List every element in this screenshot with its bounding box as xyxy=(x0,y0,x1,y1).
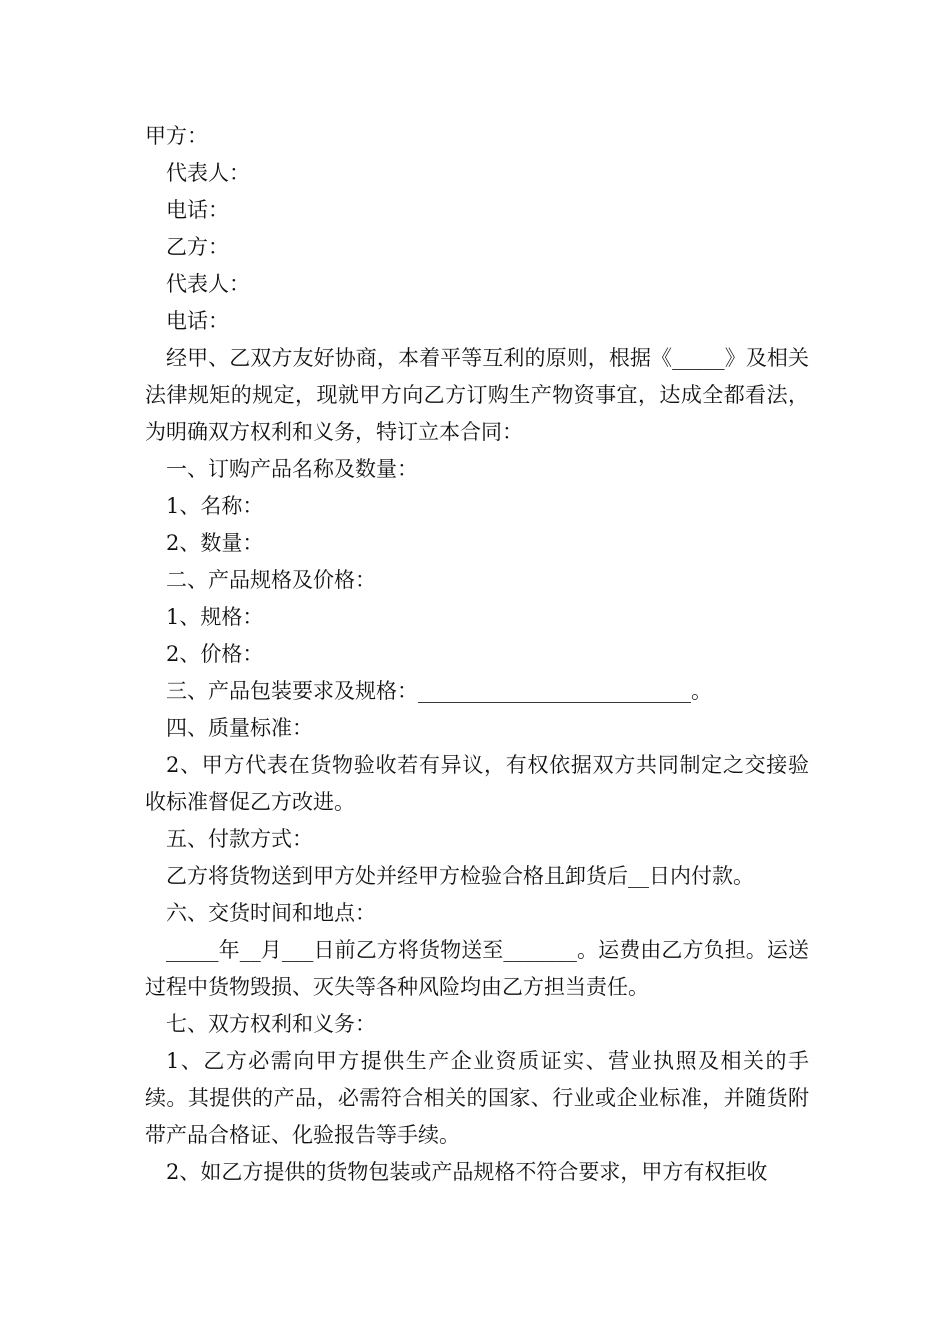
intro-paragraph: 经甲、乙双方友好协商，本着平等互利的原则，根据《_____》及相关法律规矩的规定，现就甲方向乙方订购生产物资事宜，达成全都看法，为明确双方权利和义务，特订立本合同： xyxy=(145,346,809,444)
party-a-phone: 电话： xyxy=(166,198,229,222)
section-3-packaging: 三、产品包装要求及规格：__________________________。 xyxy=(166,679,712,703)
section-6-title: 六、交货时间和地点： xyxy=(166,901,376,925)
section-7-item-1: 1、乙方必需向甲方提供生产企业资质证实、营业执照及相关的手续。其提供的产品，必需符合相关的国家、行业或企业标准，并随货附带产品合格证、化验报告等手续。 xyxy=(145,1049,809,1147)
section-5-title: 五、付款方式： xyxy=(166,827,313,851)
party-b-phone: 电话： xyxy=(166,309,229,333)
section-4-title: 四、质量标准： xyxy=(166,716,313,740)
section-7-title: 七、双方权利和义务： xyxy=(166,1012,376,1036)
section-7-item-2: 2、如乙方提供的货物包装或产品规格不符合要求，甲方有权拒收 xyxy=(166,1160,768,1184)
section-1-item-name: 1、名称： xyxy=(166,494,264,518)
section-6-text: _____年__月___日前乙方将货物送至_______。运费由乙方负担。运送过程中货物毁损、灭失等各种风险均由乙方担当责任。 xyxy=(145,938,809,999)
contract-body xyxy=(145,118,809,1191)
section-1-title: 一、订购产品名称及数量： xyxy=(166,457,418,481)
party-a-label: 甲方： xyxy=(145,124,208,148)
section-2-item-price: 2、价格： xyxy=(166,642,264,666)
section-5-text: 乙方将货物送到甲方处并经甲方检验合格且卸货后__日内付款。 xyxy=(166,864,754,888)
section-2-item-spec: 1、规格： xyxy=(166,605,264,629)
section-1-item-quantity: 2、数量： xyxy=(166,531,264,555)
section-2-title: 二、产品规格及价格： xyxy=(166,568,376,592)
party-b-representative: 代表人： xyxy=(166,272,250,296)
party-a-representative: 代表人： xyxy=(166,161,250,185)
section-4-item-2: 2、甲方代表在货物验收若有异议，有权依据双方共同制定之交接验收标准督促乙方改进。 xyxy=(145,753,809,814)
party-b-label: 乙方： xyxy=(166,235,229,259)
